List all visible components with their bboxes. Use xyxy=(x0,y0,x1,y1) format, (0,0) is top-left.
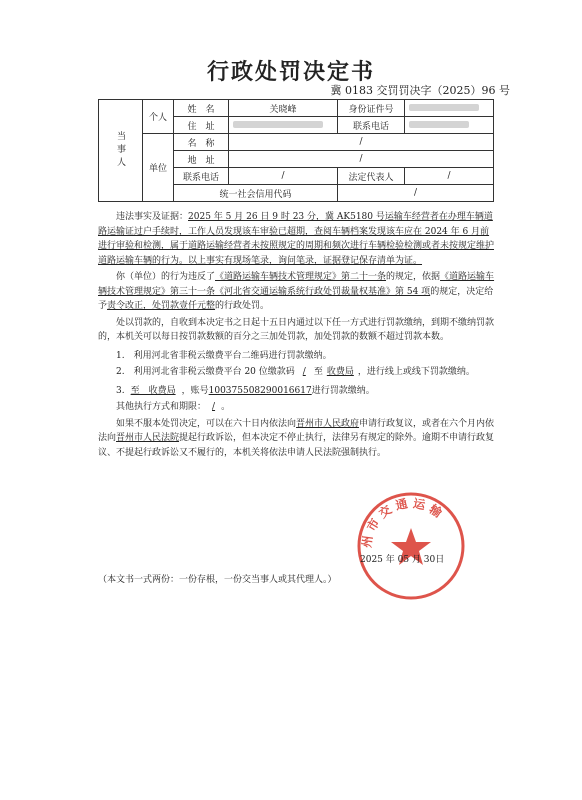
credit-code-label: 统一社会信用代码 xyxy=(174,185,338,202)
document-title: 行政处罚决定书 xyxy=(206,59,375,85)
other-method xyxy=(98,400,498,415)
phone-value-redacted xyxy=(405,117,494,134)
facts-paragraph xyxy=(98,210,498,268)
unit-address-label: 地 址 xyxy=(174,151,229,168)
pay3-account: 100375508290016617 xyxy=(208,385,312,396)
decision-a: 你（单位）的行为违反了 xyxy=(116,272,216,282)
seal-text: 州 市 交 通 运 输 xyxy=(359,496,445,549)
party-info-table xyxy=(98,99,494,202)
id-label: 身份证件号 xyxy=(338,100,405,117)
decision-b: 的规定，依据 xyxy=(386,272,441,282)
document-number: 冀 0183 交罚罚决字（2025）96 号 xyxy=(330,84,510,97)
credit-code-value: / xyxy=(338,185,494,202)
decision-paragraph xyxy=(98,270,498,314)
unit-phone-value: / xyxy=(229,168,338,185)
unit-name-label: 名 称 xyxy=(174,134,229,151)
pay2-e: ，进行线上或线下罚款缴纳。 xyxy=(357,367,475,377)
pay2-to: 至 xyxy=(313,367,323,377)
other-c: 。 xyxy=(221,402,231,412)
legal-rep-value: / xyxy=(405,168,494,185)
other-b: / xyxy=(212,402,216,412)
legal-rep-label: 法定代表人 xyxy=(338,168,405,185)
review-court: 晋州市人民法院 xyxy=(116,433,180,443)
unit-address-value: / xyxy=(229,151,494,168)
pay2-code: / xyxy=(302,367,306,377)
danwei-label: 单位 xyxy=(143,134,174,202)
decision-penalty: 责令改正，处罚款壹仟元整 xyxy=(107,301,216,311)
payment-option-3 xyxy=(98,384,498,399)
decision-d: 的行政处罚。 xyxy=(215,301,270,311)
name-value: 关晓峰 xyxy=(229,100,338,117)
address-label: 住 址 xyxy=(174,117,229,134)
review-paragraph xyxy=(98,417,498,461)
id-value-redacted xyxy=(405,100,494,117)
facts-label: 违法事实及证据： xyxy=(116,212,189,222)
document-body xyxy=(98,210,498,460)
unit-name-value: / xyxy=(229,134,494,151)
official-seal xyxy=(355,490,467,602)
pay3-a: 3. xyxy=(116,385,125,396)
phone-label: 联系电话 xyxy=(338,117,405,134)
decision-date: 2025 年 05 月 30日 xyxy=(360,555,445,565)
name-label: 姓 名 xyxy=(174,100,229,117)
payment-option-2 xyxy=(98,365,498,380)
document-footer: （本文书一式两份：一份存根，一份交当事人或其代理人。） xyxy=(98,575,337,585)
decision-law1: 《道路运输车辆技术管理规定》第二十一条 xyxy=(215,272,387,282)
unit-phone-label: 联系电话 xyxy=(174,168,229,185)
review-a: 如果不服本处罚决定，可以在六十日内依法向 xyxy=(116,418,297,429)
pay3-e: 进行罚款缴纳。 xyxy=(311,385,375,396)
pay2-office: 收费局 xyxy=(326,367,354,377)
review-c: 申请行政复议，或者在六个月内依法向 xyxy=(98,418,495,443)
facts-text: 2025 年 5 月 26 日 9 时 23 分，冀 AK5180 号运输车经营者在办理车辆道路运输证过户手续时，工作人员发现该车审验已超期，查阅车辆档案发现该车应在 2024 年 6 月前进行审验和检测，属于道路运输经营者未按照规定的周期和频次进行车辆检验检测或者未按规定维护道路运输车辆的行为。以上事实有现场笔录，询问笔录，证据登记保存清单为证。 xyxy=(98,212,495,266)
address-value-redacted xyxy=(229,117,338,134)
pay3-c: ，账号 xyxy=(181,385,209,396)
review-gov: 晋州市人民政府 xyxy=(296,418,360,429)
geren-label: 个人 xyxy=(143,100,174,134)
payment-paragraph: 处以罚款的，自收到本决定书之日起十五日内通过以下任一方式进行罚款缴纳，到期不缴纳罚款的，本机关可以每日按罚款数额的百分之三加处罚款，加处罚款的数额不超过罚款本数。 xyxy=(98,317,495,342)
pay2-a: 2. 利用河北省非税云缴费平台 20 位缴款码 xyxy=(116,367,295,377)
other-a: 其他执行方式和期限： xyxy=(116,402,207,412)
svg-text:州 市 交 通 运 输 xyxy=(360,495,445,548)
decision-law2: 《道路运输车辆技术管理规定》第三十一条《河北省交通运输系统行政处罚裁量权基准》第 54 项 xyxy=(98,272,495,297)
dangshiren-label: 当事人 xyxy=(99,100,143,202)
pay3-office: 至 收费局 xyxy=(130,385,176,396)
review-e: 提起行政诉讼，但本决定不停止执行，法律另有规定的除外。逾期不申请行政复议、不提起行政诉讼又不履行的，本机关将依法申请人民法院强制执行。 xyxy=(98,433,495,458)
payment-option-1: 1. 利用河北省非税云缴费平台二维码进行罚款缴纳。 xyxy=(116,350,332,361)
decision-c: 的规定，决定给予 xyxy=(98,286,494,311)
